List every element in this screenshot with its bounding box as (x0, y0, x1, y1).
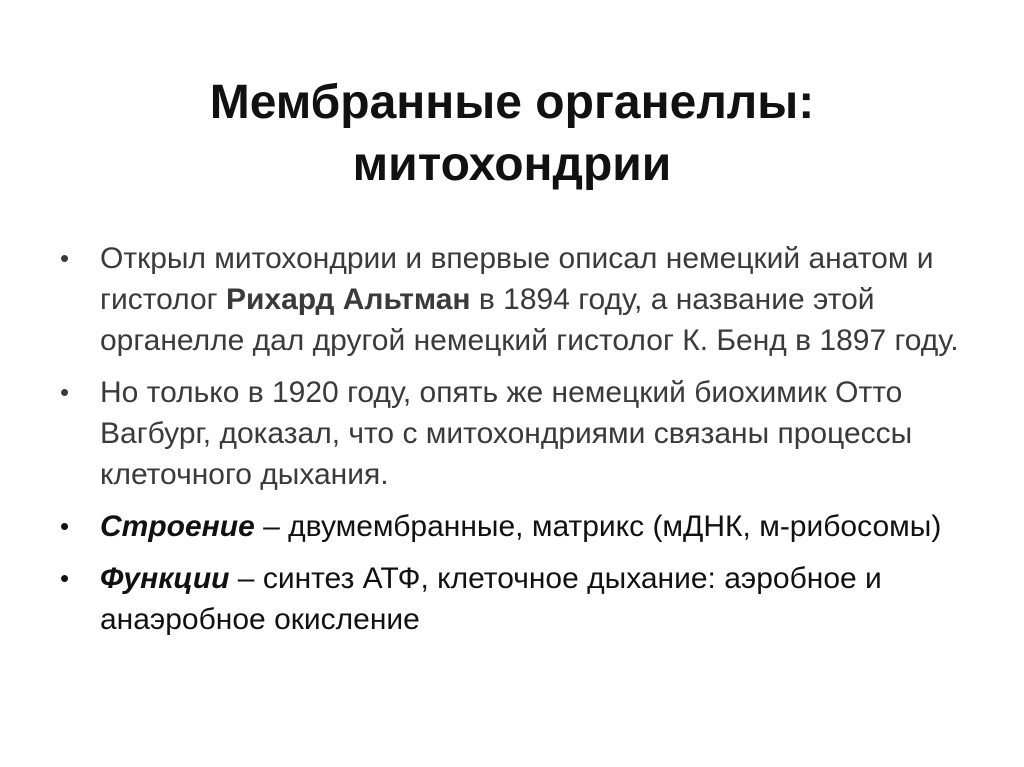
slide-title (0, 72, 1024, 196)
bullet-text: Но только в 1920 году, опять же немецкий биохимик Отто Вагбург, доказал, что с митохондриями связаны процессы клеточного дыхания. (100, 376, 913, 491)
bullet-text-after: в 1894 году, а название этой органелле дал другой немецкий гистолог К. Бенд в 1897 году. (100, 283, 959, 357)
bullet-emphasis: Строение (100, 510, 255, 543)
bullet-list (60, 238, 990, 651)
bullet-emphasis: Рихард Альтман (225, 283, 471, 316)
bullet-text: Открыл митохондрии и впервые описал немецкий анатом и гистолог (100, 242, 934, 316)
bullet-dot-icon: • (60, 563, 70, 593)
bullet-dot-icon: • (60, 243, 70, 273)
bullet-item-structure (60, 506, 990, 547)
bullet-item-functions (60, 558, 990, 640)
title-line-2: митохондрии (352, 138, 672, 191)
bullet-text-after: – двумембранные, матрикс (мДНК, м-рибосомы) (254, 510, 942, 543)
bullet-emphasis: Функции (100, 562, 230, 595)
bullet-dot-icon: • (60, 377, 70, 407)
title-line-1: Мембранные органеллы: (209, 76, 815, 129)
bullet-text-after: – синтез АТФ, клеточное дыхание: аэробное и анаэробное окисление (100, 562, 882, 636)
bullet-item-discovery (60, 238, 990, 361)
bullet-item-warburg (60, 372, 990, 495)
bullet-dot-icon: • (60, 511, 70, 541)
